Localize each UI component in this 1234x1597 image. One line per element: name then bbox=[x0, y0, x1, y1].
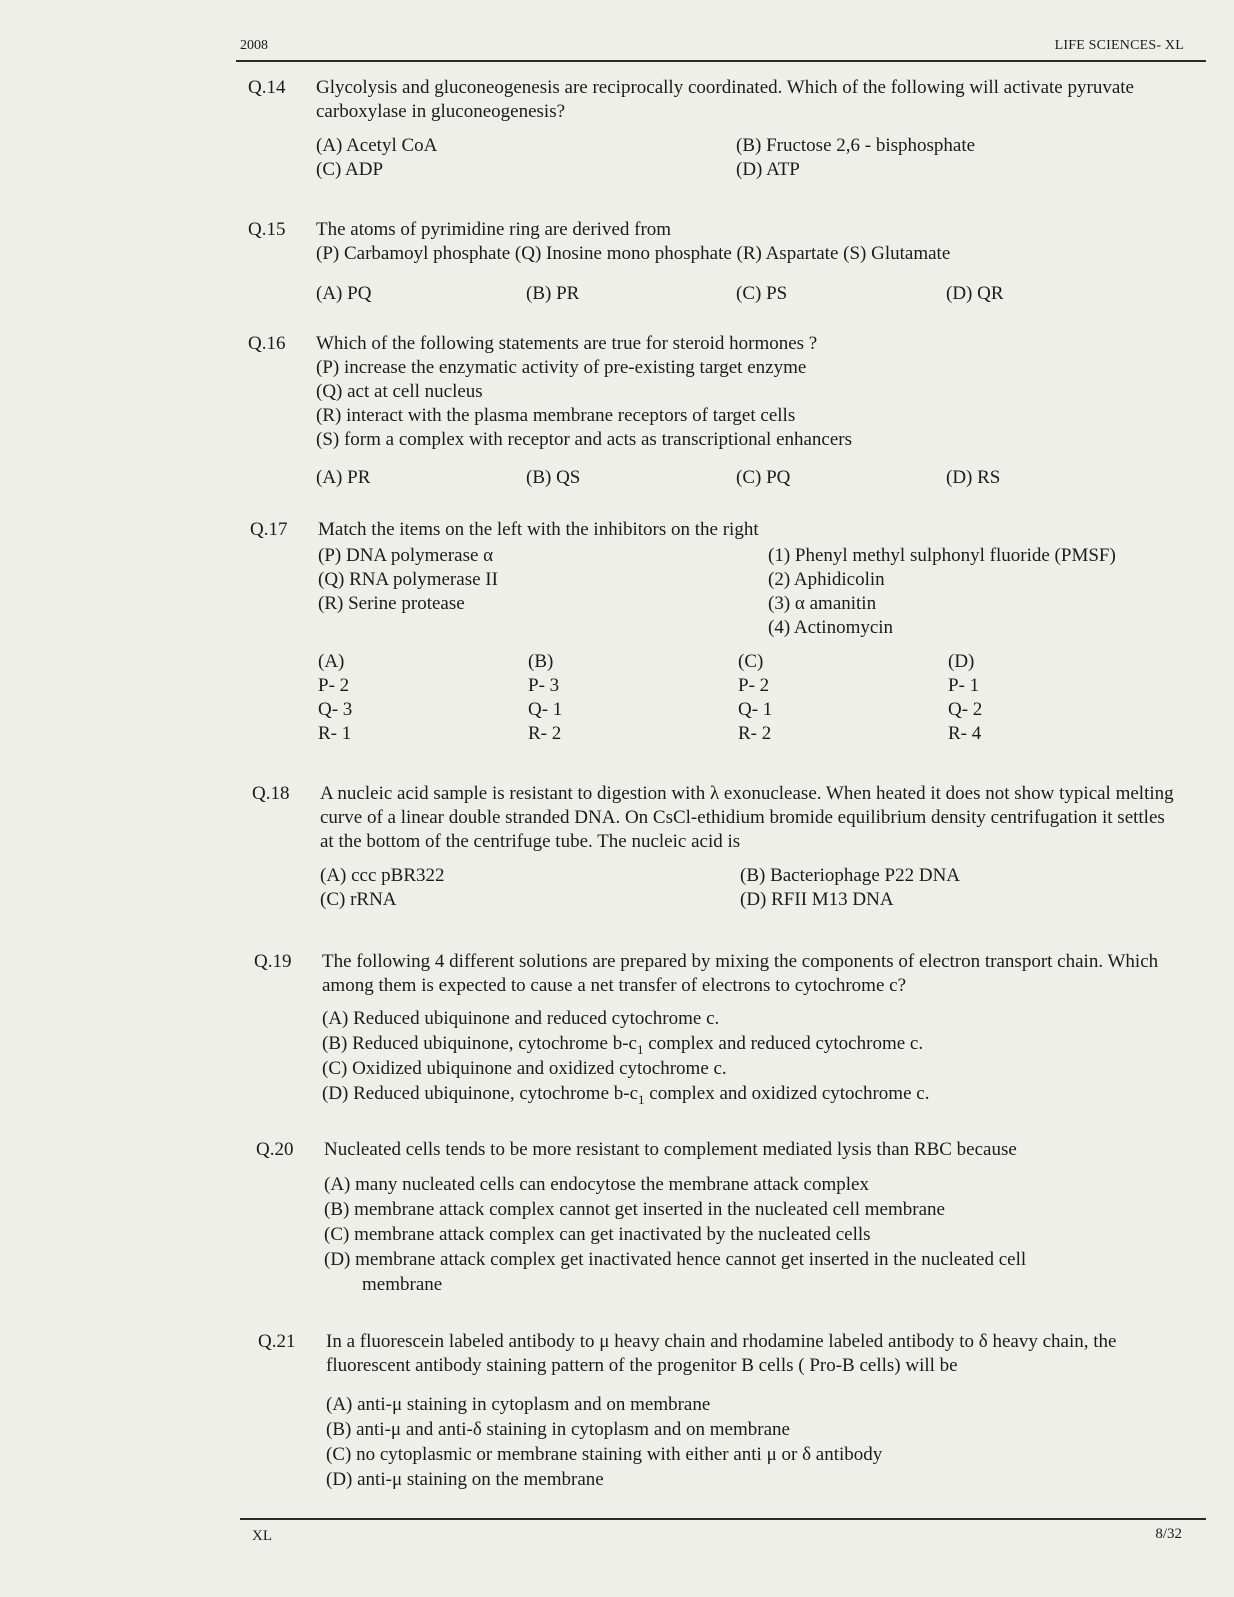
right-item-1: (1) Phenyl methyl sulphonyl fluoride (PMSF) bbox=[768, 545, 1116, 566]
option-d: (D) ATP bbox=[736, 159, 800, 180]
option-b: (B) anti-μ and anti-δ staining in cytoplasm and on membrane bbox=[326, 1419, 790, 1440]
question-number: Q.20 bbox=[256, 1139, 294, 1160]
choice-pair: P- 3 bbox=[528, 675, 560, 696]
header-subject: LIFE SCIENCES- XL bbox=[1054, 38, 1184, 53]
choice-label: (A) bbox=[318, 651, 345, 672]
choice-label: (D) bbox=[948, 651, 975, 672]
option-a: (A) ccc pBR322 bbox=[320, 865, 445, 886]
option-d: (D) membrane attack complex get inactivated hence cannot get inserted in the nucleated cell bbox=[324, 1249, 1027, 1270]
choice-pair: R- 4 bbox=[948, 723, 982, 744]
subscript: 1 bbox=[636, 1041, 644, 1057]
choice-pair: P- 1 bbox=[948, 675, 980, 696]
question-number: Q.17 bbox=[250, 519, 288, 540]
question-text: In a fluorescein labeled antibody to μ heavy chain and rhodamine labeled antibody to δ heavy chain, the fluorescent antibody staining pattern of the progenitor B cells ( Pro-B cells) will be bbox=[326, 1331, 1117, 1376]
option-a: (A) Acetyl CoA bbox=[316, 135, 438, 156]
option-c: (C) PS bbox=[736, 283, 788, 304]
option-a: (A) many nucleated cells can endocytose the membrane attack complex bbox=[324, 1174, 869, 1195]
footer-rule bbox=[240, 1518, 1206, 1520]
option-d: (D) RS bbox=[946, 467, 1001, 488]
choice-pair: Q- 2 bbox=[948, 699, 983, 720]
question-number: Q.15 bbox=[248, 219, 286, 240]
right-column bbox=[768, 544, 1188, 640]
option-a: (A) Reduced ubiquinone and reduced cytochrome c. bbox=[322, 1008, 720, 1029]
question-number: Q.19 bbox=[254, 951, 292, 972]
option-c: (C) rRNA bbox=[320, 889, 397, 910]
option-b: (B) QS bbox=[526, 467, 581, 488]
option-d bbox=[322, 1081, 1182, 1106]
question-number: Q.14 bbox=[248, 77, 286, 98]
question-number: Q.18 bbox=[252, 783, 290, 804]
option-c: (C) ADP bbox=[316, 159, 384, 180]
option-a: (A) anti-μ staining in cytoplasm and on membrane bbox=[326, 1394, 711, 1415]
footer-page-number: 8/32 bbox=[1155, 1526, 1182, 1542]
question-text: A nucleic acid sample is resistant to digestion with λ exonuclease. When heated it does not show typical melting curve of a linear double stranded DNA. On CsCl-ethidium bromide equilibrium density centrifugation it settles at the bottom of the centrifuge tube. The nucleic acid is bbox=[320, 783, 1174, 852]
choice-a bbox=[318, 650, 528, 746]
left-item-q: (Q) RNA polymerase II bbox=[318, 569, 498, 590]
left-item-p: (P) DNA polymerase α bbox=[318, 545, 494, 566]
option-c: (C) no cytoplasmic or membrane staining with either anti μ or δ antibody bbox=[326, 1444, 883, 1465]
choice-c bbox=[738, 650, 948, 746]
header-rule bbox=[236, 60, 1206, 62]
option-b-text-end: complex and reduced cytochrome c. bbox=[643, 1033, 924, 1054]
choice-d bbox=[948, 650, 1158, 746]
choice-label: (C) bbox=[738, 651, 764, 672]
choice-pair: R- 2 bbox=[738, 723, 772, 744]
option-a: (A) PR bbox=[316, 467, 371, 488]
choice-label: (B) bbox=[528, 651, 554, 672]
question-number: Q.16 bbox=[248, 333, 286, 354]
statement-r: (R) interact with the plasma membrane receptors of target cells bbox=[316, 405, 796, 426]
option-a: (A) PQ bbox=[316, 283, 372, 304]
choice-pair: P- 2 bbox=[738, 675, 770, 696]
subscript: 1 bbox=[638, 1091, 645, 1107]
choice-pair: P- 2 bbox=[318, 675, 350, 696]
option-b: (B) PR bbox=[526, 283, 580, 304]
option-d: (D) anti-μ staining on the membrane bbox=[326, 1469, 604, 1490]
option-c: (C) PQ bbox=[736, 467, 791, 488]
left-column bbox=[318, 544, 768, 640]
option-b-text: (B) Reduced ubiquinone, cytochrome b-c bbox=[322, 1033, 637, 1054]
option-b: (B) Fructose 2,6 - bisphosphate bbox=[736, 135, 976, 156]
right-item-2: (2) Aphidicolin bbox=[768, 569, 885, 590]
option-b bbox=[322, 1031, 1182, 1056]
choice-pair: Q- 1 bbox=[738, 699, 773, 720]
footer-paper-code: XL bbox=[252, 1528, 272, 1544]
right-item-3: (3) α amanitin bbox=[768, 593, 877, 614]
question-text: Match the items on the left with the inhibitors on the right bbox=[318, 519, 759, 540]
choice-pair: R- 2 bbox=[528, 723, 562, 744]
choice-pair: Q- 1 bbox=[528, 699, 563, 720]
option-d-text: (D) Reduced ubiquinone, cytochrome b-c bbox=[322, 1083, 639, 1104]
option-c: (C) membrane attack complex can get inactivated by the nucleated cells bbox=[324, 1224, 871, 1245]
left-item-r: (R) Serine protease bbox=[318, 593, 465, 614]
option-d: (D) RFII M13 DNA bbox=[740, 889, 894, 910]
option-c: (C) Oxidized ubiquinone and oxidized cytochrome c. bbox=[322, 1058, 727, 1079]
header-year: 2008 bbox=[240, 38, 268, 53]
choice-b bbox=[528, 650, 738, 746]
option-d-text-end: complex and oxidized cytochrome c. bbox=[644, 1083, 930, 1104]
question-text: The atoms of pyrimidine ring are derived from bbox=[316, 219, 672, 240]
statement-q: (Q) act at cell nucleus bbox=[316, 381, 483, 402]
statement-p: (P) increase the enzymatic activity of pre-existing target enzyme bbox=[316, 357, 807, 378]
option-b: (B) Bacteriophage P22 DNA bbox=[740, 865, 961, 886]
question-subtext: (P) Carbamoyl phosphate (Q) Inosine mono phosphate (R) Aspartate (S) Glutamate bbox=[316, 243, 951, 264]
option-d-continued: membrane bbox=[362, 1274, 443, 1295]
right-item-4: (4) Actinomycin bbox=[768, 617, 894, 638]
question-text: Nucleated cells tends to be more resistant to complement mediated lysis than RBC because bbox=[324, 1139, 1017, 1160]
question-number: Q.21 bbox=[258, 1331, 296, 1352]
question-text: The following 4 different solutions are prepared by mixing the components of electron transport chain. Which among them is expected to cause a net transfer of electrons to cytochrome c? bbox=[322, 951, 1159, 996]
option-d: (D) QR bbox=[946, 283, 1004, 304]
choice-pair: R- 1 bbox=[318, 723, 352, 744]
choice-pair: Q- 3 bbox=[318, 699, 353, 720]
option-b: (B) membrane attack complex cannot get inserted in the nucleated cell membrane bbox=[324, 1199, 945, 1220]
statement-s: (S) form a complex with receptor and acts as transcriptional enhancers bbox=[316, 429, 853, 450]
question-text: Glycolysis and gluconeogenesis are reciprocally coordinated. Which of the following will activate pyruvate carboxylase in gluconeogenesis? bbox=[316, 77, 1134, 122]
question-text: Which of the following statements are true for steroid hormones ? bbox=[316, 333, 818, 354]
